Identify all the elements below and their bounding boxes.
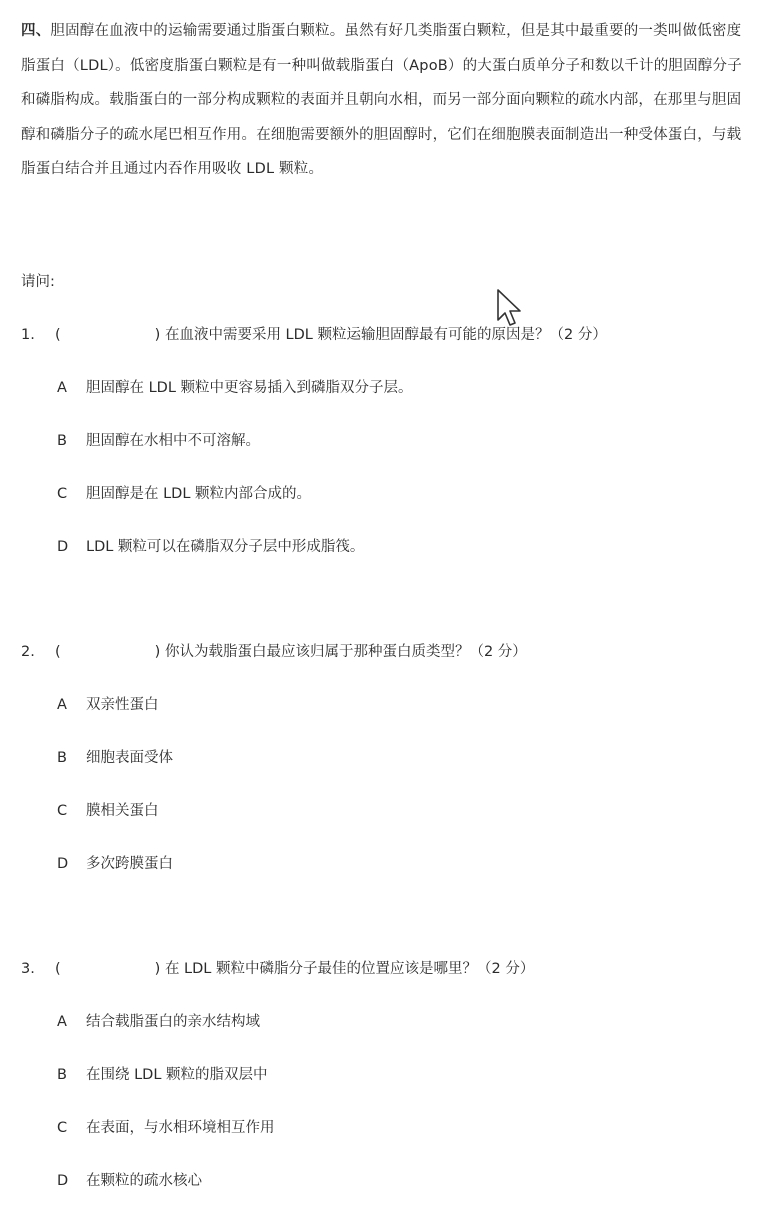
answer-blank-open: ( <box>55 644 61 660</box>
ask-label: 请问: <box>21 274 55 290</box>
option-3a <box>57 1008 260 1036</box>
option-text: 膜相关蛋白 <box>86 803 159 819</box>
option-letter: D <box>57 856 69 872</box>
option-letter: A <box>57 697 67 713</box>
option-letter: D <box>57 539 69 555</box>
option-text: 细胞表面受体 <box>86 750 173 766</box>
answer-blank-close: ) <box>154 644 161 660</box>
option-letter: C <box>57 803 68 819</box>
question-number: 1. <box>21 327 35 343</box>
option-letter: B <box>57 750 67 766</box>
option-1a <box>57 374 413 402</box>
option-letter: B <box>57 433 67 449</box>
option-text: 在颗粒的疏水核心 <box>86 1173 202 1189</box>
passage <box>21 14 743 187</box>
option-text: 结合载脂蛋白的亲水结构域 <box>86 1014 260 1030</box>
answer-blank-close: ) <box>154 327 161 343</box>
option-2b <box>57 744 173 772</box>
question-text: 在血液中需要采用 LDL 颗粒运输胆固醇最有可能的原因是？（2 分） <box>164 327 607 343</box>
question-3 <box>21 955 534 983</box>
question-text: 在 LDL 颗粒中磷脂分子最佳的位置应该是哪里？（2 分） <box>164 961 535 977</box>
answer-blank-close: ) <box>154 961 161 977</box>
option-2a <box>57 691 159 719</box>
option-letter: A <box>57 1014 67 1030</box>
option-text: 胆固醇是在 LDL 颗粒内部合成的。 <box>86 486 312 502</box>
passage-text: 胆固醇在血液中的运输需要通过脂蛋白颗粒。虽然有好几类脂蛋白颗粒，但是其中最重要的一类叫做低密度脂蛋白（LDL）。低密度脂蛋白颗粒是有一种叫做载脂蛋白（ApoB）的大蛋白质单分子和数以千计的胆固醇分子和磷脂构成。载脂蛋白的一部分构成颗粒的表面并且朝向水相，而另一部分面向颗粒的疏水内部，在那里与胆固醇和磷脂分子的疏水尾巴相互作用。在细胞需要额外的胆固醇时，它们在细胞膜表面制造出一种受体蛋白，与载脂蛋白结合并且通过内吞作用吸收 LDL 颗粒。 <box>21 23 742 177</box>
option-letter: A <box>57 380 67 396</box>
mouse-pointer-icon <box>496 288 526 328</box>
answer-blank-open: ( <box>55 327 61 343</box>
option-3c <box>57 1114 275 1142</box>
option-letter: C <box>57 486 68 502</box>
question-text: 你认为载脂蛋白最应该归属于那种蛋白质类型？（2 分） <box>164 644 527 660</box>
option-1c <box>57 480 311 508</box>
option-3b <box>57 1061 268 1089</box>
option-text: LDL 颗粒可以在磷脂双分子层中形成脂筏。 <box>86 539 365 555</box>
option-3d <box>57 1167 202 1195</box>
option-1b <box>57 427 260 455</box>
option-2d <box>57 850 173 878</box>
option-text: 多次跨膜蛋白 <box>86 856 173 872</box>
option-letter: D <box>57 1173 69 1189</box>
answer-blank-open: ( <box>55 961 61 977</box>
option-2c <box>57 797 159 825</box>
option-text: 胆固醇在水相中不可溶解。 <box>86 433 260 449</box>
question-2 <box>21 638 527 666</box>
section-number: 四、 <box>21 23 51 39</box>
option-1d <box>57 533 364 561</box>
option-text: 在表面，与水相环境相互作用 <box>86 1120 275 1136</box>
option-letter: B <box>57 1067 67 1083</box>
option-text: 在围绕 LDL 颗粒的脂双层中 <box>86 1067 268 1083</box>
question-number: 2. <box>21 644 35 660</box>
question-number: 3. <box>21 961 35 977</box>
option-letter: C <box>57 1120 68 1136</box>
option-text: 胆固醇在 LDL 颗粒中更容易插入到磷脂双分子层。 <box>86 380 413 396</box>
option-text: 双亲性蛋白 <box>86 697 159 713</box>
